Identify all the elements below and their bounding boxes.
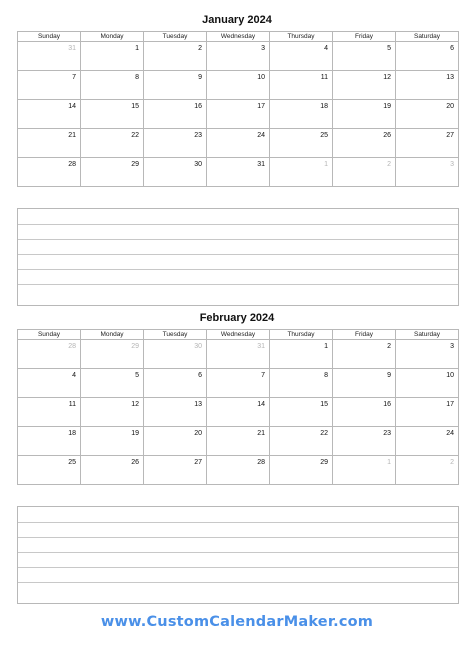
day-cell	[207, 369, 270, 398]
day-cell	[396, 427, 459, 456]
day-number: 24	[446, 430, 454, 437]
day-cell	[396, 369, 459, 398]
day-cell	[270, 456, 333, 485]
calendar-grid-february	[17, 329, 459, 485]
day-cell	[207, 129, 270, 158]
day-cell	[396, 71, 459, 100]
notes-line	[18, 270, 458, 285]
day-number: 1	[135, 45, 139, 52]
day-number: 31	[257, 343, 265, 350]
weekday-thursday: Thursday	[270, 330, 333, 340]
weekday-tuesday: Tuesday	[144, 32, 207, 42]
week-row	[18, 100, 459, 129]
day-cell	[396, 129, 459, 158]
day-number: 16	[383, 401, 391, 408]
day-cell	[81, 129, 144, 158]
day-cell	[333, 100, 396, 129]
day-number: 8	[324, 372, 328, 379]
day-number: 10	[257, 74, 265, 81]
day-cell-adjacent-month	[333, 158, 396, 187]
day-cell	[270, 71, 333, 100]
notes-line	[18, 553, 458, 568]
day-number: 25	[68, 459, 76, 466]
weekday-wednesday: Wednesday	[207, 32, 270, 42]
day-number: 7	[72, 74, 76, 81]
day-cell	[81, 42, 144, 71]
day-number: 28	[68, 343, 76, 350]
day-number: 29	[131, 343, 139, 350]
day-number: 29	[131, 161, 139, 168]
day-number: 21	[68, 132, 76, 139]
day-number: 24	[257, 132, 265, 139]
day-cell	[81, 456, 144, 485]
day-number: 15	[320, 401, 328, 408]
day-cell	[396, 42, 459, 71]
day-cell	[333, 340, 396, 369]
day-cell	[144, 398, 207, 427]
notes-line	[18, 583, 458, 603]
day-number: 7	[261, 372, 265, 379]
day-number: 5	[135, 372, 139, 379]
day-number: 3	[450, 161, 454, 168]
day-cell	[270, 398, 333, 427]
day-cell	[144, 427, 207, 456]
day-number: 23	[383, 430, 391, 437]
day-number: 19	[131, 430, 139, 437]
day-number: 18	[320, 103, 328, 110]
day-number: 26	[131, 459, 139, 466]
day-cell	[207, 158, 270, 187]
day-number: 27	[194, 459, 202, 466]
weekday-monday: Monday	[81, 32, 144, 42]
day-number: 22	[131, 132, 139, 139]
notes-line	[18, 507, 458, 523]
day-number: 11	[68, 401, 76, 408]
day-cell	[270, 100, 333, 129]
day-cell	[18, 456, 81, 485]
day-number: 17	[257, 103, 265, 110]
day-cell	[18, 71, 81, 100]
day-number: 16	[194, 103, 202, 110]
day-cell	[333, 42, 396, 71]
day-cell	[144, 456, 207, 485]
notes-line	[18, 240, 458, 255]
day-number: 21	[257, 430, 265, 437]
day-number: 4	[324, 45, 328, 52]
weekday-monday: Monday	[81, 330, 144, 340]
week-row	[18, 369, 459, 398]
day-number: 14	[68, 103, 76, 110]
calendar-grid-january	[17, 31, 459, 187]
notes-box-january	[17, 208, 459, 306]
day-number: 15	[131, 103, 139, 110]
notes-line	[18, 285, 458, 305]
week-row	[18, 42, 459, 71]
week-row	[18, 398, 459, 427]
day-number: 6	[450, 45, 454, 52]
day-cell	[81, 369, 144, 398]
day-number: 25	[320, 132, 328, 139]
notes-line	[18, 225, 458, 240]
day-cell	[81, 398, 144, 427]
day-number: 11	[320, 74, 328, 81]
day-cell-adjacent-month	[270, 158, 333, 187]
day-cell	[144, 369, 207, 398]
weekday-header	[18, 330, 459, 340]
day-number: 1	[324, 161, 328, 168]
day-cell	[270, 129, 333, 158]
day-cell	[396, 340, 459, 369]
notes-line	[18, 523, 458, 538]
day-number: 2	[387, 343, 391, 350]
notes-line	[18, 568, 458, 583]
day-number: 12	[383, 74, 391, 81]
day-cell	[333, 129, 396, 158]
day-number: 4	[72, 372, 76, 379]
day-cell-adjacent-month	[81, 340, 144, 369]
day-number: 31	[257, 161, 265, 168]
day-number: 13	[194, 401, 202, 408]
day-cell	[18, 158, 81, 187]
footer-website-link[interactable]: www.CustomCalendarMaker.com	[100, 614, 374, 630]
day-cell	[333, 369, 396, 398]
day-number: 9	[198, 74, 202, 81]
day-cell	[396, 398, 459, 427]
month-title-february: February 2024	[199, 312, 275, 324]
weekday-header	[18, 32, 459, 42]
week-row	[18, 427, 459, 456]
day-cell	[18, 398, 81, 427]
day-number: 18	[68, 430, 76, 437]
day-number: 5	[387, 45, 391, 52]
day-number: 2	[198, 45, 202, 52]
week-row	[18, 129, 459, 158]
day-cell	[333, 71, 396, 100]
day-cell	[144, 71, 207, 100]
day-cell-adjacent-month	[18, 340, 81, 369]
day-cell-adjacent-month	[396, 158, 459, 187]
day-number: 19	[383, 103, 391, 110]
day-number: 30	[194, 343, 202, 350]
day-number: 23	[194, 132, 202, 139]
day-cell	[270, 427, 333, 456]
day-number: 31	[68, 45, 76, 52]
weekday-wednesday: Wednesday	[207, 330, 270, 340]
day-cell	[18, 369, 81, 398]
day-cell	[144, 42, 207, 71]
weekday-tuesday: Tuesday	[144, 330, 207, 340]
day-cell	[18, 129, 81, 158]
day-number: 26	[383, 132, 391, 139]
day-number: 27	[446, 132, 454, 139]
day-number: 2	[450, 459, 454, 466]
day-number: 1	[387, 459, 391, 466]
notes-line	[18, 209, 458, 225]
weekday-friday: Friday	[333, 32, 396, 42]
day-number: 30	[194, 161, 202, 168]
day-number: 20	[446, 103, 454, 110]
day-cell	[18, 100, 81, 129]
day-cell-adjacent-month	[18, 42, 81, 71]
weekday-saturday: Saturday	[396, 330, 459, 340]
month-title-january: January 2024	[202, 14, 272, 26]
day-number: 28	[257, 459, 265, 466]
weekday-sunday: Sunday	[18, 330, 81, 340]
day-number: 8	[135, 74, 139, 81]
day-number: 9	[387, 372, 391, 379]
day-cell	[207, 398, 270, 427]
day-cell	[333, 398, 396, 427]
day-cell	[270, 369, 333, 398]
day-cell	[270, 42, 333, 71]
weekday-sunday: Sunday	[18, 32, 81, 42]
day-cell-adjacent-month	[333, 456, 396, 485]
day-cell	[207, 42, 270, 71]
day-cell-adjacent-month	[207, 340, 270, 369]
day-cell	[81, 71, 144, 100]
day-cell	[144, 158, 207, 187]
notes-box-february	[17, 506, 459, 604]
notes-line	[18, 538, 458, 553]
day-cell	[144, 100, 207, 129]
day-number: 3	[450, 343, 454, 350]
day-number: 13	[446, 74, 454, 81]
day-number: 12	[131, 401, 139, 408]
day-number: 28	[68, 161, 76, 168]
day-number: 22	[320, 430, 328, 437]
day-number: 29	[320, 459, 328, 466]
day-cell	[396, 100, 459, 129]
calendar-body	[18, 340, 459, 485]
calendar-body	[18, 42, 459, 187]
week-row	[18, 158, 459, 187]
weekday-saturday: Saturday	[396, 32, 459, 42]
day-cell	[81, 427, 144, 456]
day-cell	[207, 100, 270, 129]
weekday-friday: Friday	[333, 330, 396, 340]
week-row	[18, 71, 459, 100]
day-number: 6	[198, 372, 202, 379]
day-number: 14	[257, 401, 265, 408]
day-cell	[144, 129, 207, 158]
day-cell	[207, 71, 270, 100]
day-cell	[270, 340, 333, 369]
day-cell	[207, 456, 270, 485]
day-number: 20	[194, 430, 202, 437]
day-cell	[333, 427, 396, 456]
day-number: 3	[261, 45, 265, 52]
day-number: 2	[387, 161, 391, 168]
weekday-thursday: Thursday	[270, 32, 333, 42]
day-cell	[18, 427, 81, 456]
day-cell	[81, 158, 144, 187]
day-number: 17	[446, 401, 454, 408]
notes-line	[18, 255, 458, 270]
day-number: 10	[446, 372, 454, 379]
week-row	[18, 340, 459, 369]
week-row	[18, 456, 459, 485]
day-number: 1	[324, 343, 328, 350]
day-cell	[207, 427, 270, 456]
day-cell-adjacent-month	[396, 456, 459, 485]
day-cell-adjacent-month	[144, 340, 207, 369]
day-cell	[81, 100, 144, 129]
